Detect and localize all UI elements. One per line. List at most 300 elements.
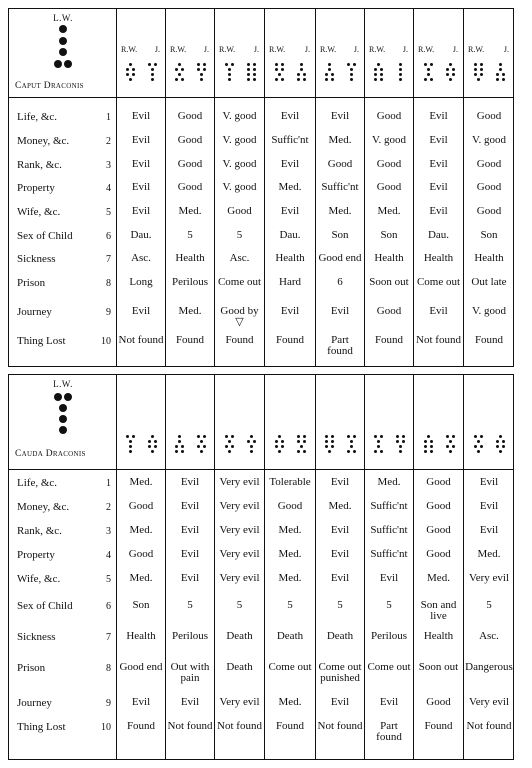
rw-figure-dot — [129, 440, 132, 443]
rw-figure-dot — [281, 68, 284, 71]
rw-figure-dot — [281, 445, 284, 448]
j-figure-dot — [297, 450, 300, 453]
table-cell: Good — [277, 500, 303, 512]
table-cell: Evil — [131, 696, 151, 708]
j-figure-dot — [399, 73, 402, 76]
j-figure-dot — [253, 68, 256, 71]
j-figure-dot — [347, 63, 350, 66]
row-number: 1 — [106, 478, 111, 489]
row-label: Sex of Child — [17, 600, 73, 612]
table-cell: Health — [423, 630, 454, 642]
row-label: Money, &c. — [17, 135, 70, 147]
table-cell: Asc. — [131, 252, 151, 264]
j-label: J. — [304, 45, 310, 54]
rw-figure-dot — [380, 73, 383, 76]
j-figure-dot — [350, 73, 353, 76]
rw-figure-dot — [132, 435, 135, 438]
rw-figure-dot — [477, 440, 480, 443]
table-cell: Good end — [119, 661, 163, 673]
table-cell: Evil — [131, 110, 151, 122]
geomancy-dot — [59, 48, 67, 56]
rw-figure-dot — [132, 73, 135, 76]
rw-figure-dot — [325, 78, 328, 81]
table-cell: Evil — [180, 696, 200, 708]
rw-figure-dot — [430, 78, 433, 81]
row-label: Money, &c. — [17, 501, 70, 513]
table-cell: 6 — [337, 276, 343, 288]
j-figure-dot — [303, 450, 306, 453]
rw-figure-dot — [430, 445, 433, 448]
table-cell: Evil — [131, 181, 151, 193]
table-cell: Evil — [131, 134, 151, 146]
table-cell: Evil — [280, 205, 300, 217]
j-figure-dot — [446, 68, 449, 71]
rw-figure-dot — [126, 68, 129, 71]
header-divider — [9, 97, 513, 98]
j-figure-dot — [300, 68, 303, 71]
table-cell: Evil — [429, 134, 448, 146]
rw-figure-dot — [474, 435, 477, 438]
table-cell: Out with pain — [170, 661, 210, 684]
table-cell: Not found — [167, 720, 213, 732]
table-cell: Evil — [330, 572, 350, 584]
geomancy-dot — [64, 60, 72, 68]
table-cell: 5 — [236, 599, 243, 611]
table-cell: Very evil — [219, 548, 260, 560]
table-cell: Good — [476, 205, 502, 217]
row-number: 2 — [106, 136, 111, 147]
column-divider — [214, 9, 215, 366]
j-figure-dot — [399, 63, 402, 66]
rw-figure-dot — [380, 450, 383, 453]
table-cell: Health — [275, 252, 305, 264]
j-figure-dot — [452, 435, 455, 438]
row-label: Prison — [17, 662, 46, 674]
rw-figure-dot — [331, 435, 334, 438]
rw-figure-dot — [228, 440, 231, 443]
j-figure-dot — [350, 78, 353, 81]
j-figure-dot — [353, 63, 356, 66]
table-cell: Good — [128, 500, 154, 512]
table-cell: Suffic'nt — [370, 500, 408, 512]
table-cell: Come out punished — [318, 661, 362, 684]
table-cell: Asc. — [479, 630, 499, 642]
table-cell: Med. — [328, 134, 352, 146]
table-cell: Son — [480, 229, 498, 241]
table-cell: Evil — [180, 476, 200, 488]
j-figure-dot — [151, 78, 154, 81]
rw-figure-dot — [424, 450, 427, 453]
j-figure-dot — [253, 63, 256, 66]
j-figure-dot — [350, 445, 353, 448]
row-label: Sex of Child — [17, 230, 73, 242]
j-figure-dot — [446, 73, 449, 76]
j-figure-dot — [396, 435, 399, 438]
j-figure-dot — [300, 445, 303, 448]
rw-figure-dot — [328, 68, 331, 71]
geomancy-dot — [64, 393, 72, 401]
table-cell: Med. — [328, 205, 352, 217]
rw-figure-dot — [231, 445, 234, 448]
rw-figure-dot — [325, 440, 328, 443]
table-cell: Good — [426, 500, 451, 512]
rw-figure-dot — [132, 68, 135, 71]
j-label: J. — [253, 45, 259, 54]
column-divider — [413, 9, 414, 366]
j-figure-dot — [303, 78, 306, 81]
table-cell: Good — [177, 110, 203, 122]
rw-figure-dot — [231, 435, 234, 438]
table-cell: Suffic'nt — [321, 181, 359, 193]
geomancy-dot — [54, 60, 62, 68]
table-cell: 5 — [287, 599, 293, 611]
rw-figure-dot — [181, 78, 184, 81]
j-figure-dot — [402, 440, 405, 443]
table-cell: Evil — [330, 305, 350, 317]
j-figure-dot — [496, 445, 499, 448]
j-figure-dot — [200, 440, 203, 443]
column-divider — [116, 9, 117, 366]
rw-figure-dot — [228, 78, 231, 81]
rw-figure-dot — [380, 68, 383, 71]
table-cell: Med. — [178, 305, 202, 317]
table-cell: Health — [423, 252, 454, 264]
table-cell: 5 — [187, 229, 193, 241]
row-number: 7 — [106, 632, 111, 643]
table-cell: Evil — [429, 181, 448, 193]
rw-figure-dot — [129, 445, 132, 448]
column-divider — [364, 9, 365, 366]
table-cell: Not found — [416, 334, 461, 346]
table-cell: Evil — [379, 572, 399, 584]
rw-figure-dot — [281, 440, 284, 443]
rw-figure-dot — [281, 63, 284, 66]
column-header-rwj — [269, 45, 310, 54]
j-figure-dot — [203, 435, 206, 438]
j-figure-dot — [446, 445, 449, 448]
table-cell: Dau. — [279, 229, 301, 241]
rw-figure-dot — [474, 73, 477, 76]
table-cell: Evil — [479, 476, 499, 488]
table-cell: Evil — [131, 305, 151, 317]
table-cell: Good — [476, 110, 502, 122]
column-header-rwj — [418, 45, 458, 54]
lw-label: L.W. — [53, 379, 73, 389]
rw-figure-dot — [126, 73, 129, 76]
table-cell: Son — [380, 229, 398, 241]
rw-figure-dot — [181, 68, 184, 71]
caput-draconis-table — [8, 8, 514, 367]
table-cell: Long — [129, 276, 153, 288]
table-cell: Suffic'nt — [271, 134, 309, 146]
table-cell: V. good — [222, 158, 257, 170]
table-cell: Son — [331, 229, 349, 241]
table-cell: Health — [126, 630, 156, 642]
row-label: Prison — [17, 277, 46, 289]
row-label: Sickness — [17, 253, 56, 265]
table-cell: Found — [275, 334, 305, 346]
j-figure-dot — [297, 440, 300, 443]
row-label: Life, &c. — [17, 111, 58, 123]
table-cell: V. good — [371, 134, 407, 146]
table-cell: Evil — [429, 205, 448, 217]
table-cell: Med. — [427, 572, 450, 584]
table-cell: Perilous — [171, 276, 209, 288]
table-cell: Evil — [280, 110, 300, 122]
j-figure-dot — [253, 440, 256, 443]
rw-figure-dot — [474, 63, 477, 66]
column-header-rwj — [320, 45, 359, 54]
column-header-rwj — [219, 45, 259, 54]
geomancy-dot — [59, 426, 67, 434]
table-cell: Found — [225, 334, 254, 346]
row-number: 3 — [106, 160, 111, 171]
j-figure-dot — [250, 450, 253, 453]
j-figure-dot — [250, 445, 253, 448]
j-figure-dot — [402, 435, 405, 438]
j-figure-dot — [452, 445, 455, 448]
rw-figure-dot — [377, 63, 380, 66]
rw-figure-dot — [278, 73, 281, 76]
figure-name: Cauda Draconis — [15, 449, 86, 459]
j-figure-dot — [247, 63, 250, 66]
rw-figure-dot — [328, 63, 331, 66]
geomancy-dot — [54, 393, 62, 401]
rw-figure-dot — [424, 445, 427, 448]
rw-figure-dot — [175, 68, 178, 71]
column-header-rwj — [170, 45, 209, 54]
rw-figure-dot — [374, 450, 377, 453]
table-cell: Evil — [429, 158, 448, 170]
table-cell: Soon out — [369, 276, 409, 288]
rw-figure-dot — [178, 63, 181, 66]
j-figure-dot — [197, 63, 200, 66]
rw-figure-dot — [430, 63, 433, 66]
j-figure-dot — [148, 445, 151, 448]
j-figure-dot — [347, 450, 350, 453]
rw-label: R.W. — [269, 45, 286, 54]
row-label: Thing Lost — [17, 721, 66, 733]
row-label: Wife, &c. — [17, 573, 61, 585]
table-cell: Suffic'nt — [370, 548, 408, 560]
table-cell: Evil — [330, 548, 350, 560]
table-cell: Come out — [268, 661, 312, 673]
j-figure-dot — [197, 435, 200, 438]
rw-figure-dot — [480, 435, 483, 438]
table-cell: Hard — [279, 276, 301, 288]
rw-figure-dot — [275, 63, 278, 66]
rw-figure-dot — [477, 78, 480, 81]
j-figure-dot — [502, 73, 505, 76]
column-divider — [315, 375, 316, 759]
j-label: J. — [203, 45, 209, 54]
j-figure-dot — [399, 450, 402, 453]
table-cell: Evil — [330, 696, 350, 708]
table-cell: Good — [476, 158, 502, 170]
table-cell: Son and live — [420, 599, 457, 622]
table-cell: Med. — [129, 572, 153, 584]
table-cell: Death — [226, 661, 253, 673]
j-figure-dot — [350, 440, 353, 443]
column-divider — [264, 9, 265, 366]
column-divider — [315, 9, 316, 366]
table-cell: 5 — [486, 599, 492, 611]
j-figure-dot — [253, 73, 256, 76]
j-figure-dot — [452, 68, 455, 71]
j-figure-dot — [247, 78, 250, 81]
rw-figure-dot — [380, 78, 383, 81]
rw-figure-dot — [275, 440, 278, 443]
table-cell: Evil — [180, 548, 200, 560]
rw-figure-dot — [430, 450, 433, 453]
rw-figure-dot — [424, 63, 427, 66]
j-figure-dot — [449, 63, 452, 66]
rw-figure-dot — [281, 78, 284, 81]
row-number: 10 — [101, 722, 111, 733]
j-figure-dot — [151, 68, 154, 71]
rw-label: R.W. — [320, 45, 337, 54]
column-header-rwj — [468, 45, 509, 54]
row-number: 10 — [101, 336, 111, 347]
geomancy-dot — [59, 404, 67, 412]
rw-figure-dot — [225, 445, 228, 448]
j-figure-dot — [151, 450, 154, 453]
j-figure-dot — [247, 440, 250, 443]
j-figure-dot — [200, 73, 203, 76]
j-figure-dot — [446, 435, 449, 438]
rw-figure-dot — [325, 445, 328, 448]
table-cell: Perilous — [171, 630, 209, 642]
row-number: 8 — [106, 278, 111, 289]
table-cell: Evil — [379, 696, 399, 708]
rw-figure-dot — [129, 78, 132, 81]
rw-figure-dot — [380, 435, 383, 438]
column-divider — [463, 375, 464, 759]
rw-figure-dot — [225, 63, 228, 66]
row-number: 1 — [106, 112, 111, 123]
row-label: Rank, &c. — [17, 525, 62, 537]
rw-figure-dot — [225, 435, 228, 438]
table-cell: Good — [376, 110, 402, 122]
table-cell: Not found — [317, 720, 363, 732]
rw-figure-dot — [374, 78, 377, 81]
j-figure-dot — [499, 435, 502, 438]
table-cell: Not found — [466, 720, 512, 732]
rw-figure-dot — [377, 445, 380, 448]
row-number: 6 — [106, 231, 111, 242]
rw-label: R.W. — [418, 45, 435, 54]
table-cell: Found — [474, 334, 504, 346]
j-figure-dot — [449, 440, 452, 443]
table-cell: 5 — [187, 599, 193, 611]
rw-figure-dot — [275, 445, 278, 448]
rw-label: R.W. — [121, 45, 138, 54]
rw-figure-dot — [374, 73, 377, 76]
table-cell: Good end — [318, 252, 362, 264]
table-cell: Not found — [217, 720, 262, 732]
row-label: Journey — [17, 697, 52, 709]
table-cell: Med. — [129, 524, 153, 536]
table-cell: Good — [177, 181, 203, 193]
table-cell: Come out — [416, 276, 461, 288]
rw-figure-dot — [374, 435, 377, 438]
table-cell: Evil — [180, 500, 200, 512]
row-label: Sickness — [17, 631, 56, 643]
table-cell: Dau. — [130, 229, 152, 241]
table-cell: Good — [376, 158, 402, 170]
j-figure-dot — [200, 78, 203, 81]
table-cell: Dau. — [427, 229, 450, 241]
rw-figure-dot — [477, 450, 480, 453]
row-number: 6 — [106, 601, 111, 612]
table-cell: Med. — [278, 572, 302, 584]
row-number: 5 — [106, 574, 111, 585]
rw-figure-dot — [275, 78, 278, 81]
table-cell: Evil — [330, 476, 350, 488]
geomancy-dot — [59, 415, 67, 423]
table-cell: Out late — [471, 276, 507, 288]
row-number: 9 — [106, 307, 111, 318]
j-figure-dot — [499, 450, 502, 453]
table-cell: Soon out — [418, 661, 459, 673]
rw-figure-dot — [424, 440, 427, 443]
table-cell: Evil — [280, 305, 300, 317]
rw-label: R.W. — [369, 45, 386, 54]
table-cell: Med. — [377, 205, 401, 217]
table-cell: Med. — [278, 696, 302, 708]
j-figure-dot — [496, 440, 499, 443]
table-cell: V. good — [222, 134, 257, 146]
table-cell: Part found — [327, 334, 353, 357]
rw-label: R.W. — [219, 45, 236, 54]
table-cell: Med. — [178, 205, 202, 217]
j-label: J. — [503, 45, 509, 54]
rw-figure-dot — [129, 450, 132, 453]
geomancy-dot — [59, 25, 67, 33]
j-figure-dot — [502, 440, 505, 443]
table-cell: Good — [128, 548, 154, 560]
j-figure-dot — [502, 78, 505, 81]
j-label: J. — [402, 45, 408, 54]
row-label: Rank, &c. — [17, 159, 62, 171]
j-label: J. — [452, 45, 458, 54]
rw-figure-dot — [377, 440, 380, 443]
row-number: 9 — [106, 698, 111, 709]
table-cell: Evil — [479, 524, 499, 536]
rw-figure-dot — [228, 73, 231, 76]
j-figure-dot — [350, 68, 353, 71]
rw-figure-dot — [427, 435, 430, 438]
table-cell: Evil — [429, 110, 448, 122]
table-cell: Good — [376, 181, 402, 193]
rw-figure-dot — [178, 440, 181, 443]
table-cell: Evil — [280, 158, 300, 170]
rw-figure-dot — [228, 450, 231, 453]
table-cell: 5 — [337, 599, 343, 611]
rw-figure-dot — [231, 63, 234, 66]
table-cell: Not found — [118, 334, 164, 346]
j-figure-dot — [203, 445, 206, 448]
table-cell: V. good — [222, 181, 257, 193]
rw-figure-dot — [474, 68, 477, 71]
table-cell: Very evil — [219, 476, 260, 488]
rw-figure-dot — [374, 68, 377, 71]
j-figure-dot — [399, 68, 402, 71]
table-cell: V. good — [222, 110, 257, 122]
table-cell: Good — [426, 524, 451, 536]
row-label: Life, &c. — [17, 477, 58, 489]
row-number: 2 — [106, 502, 111, 513]
